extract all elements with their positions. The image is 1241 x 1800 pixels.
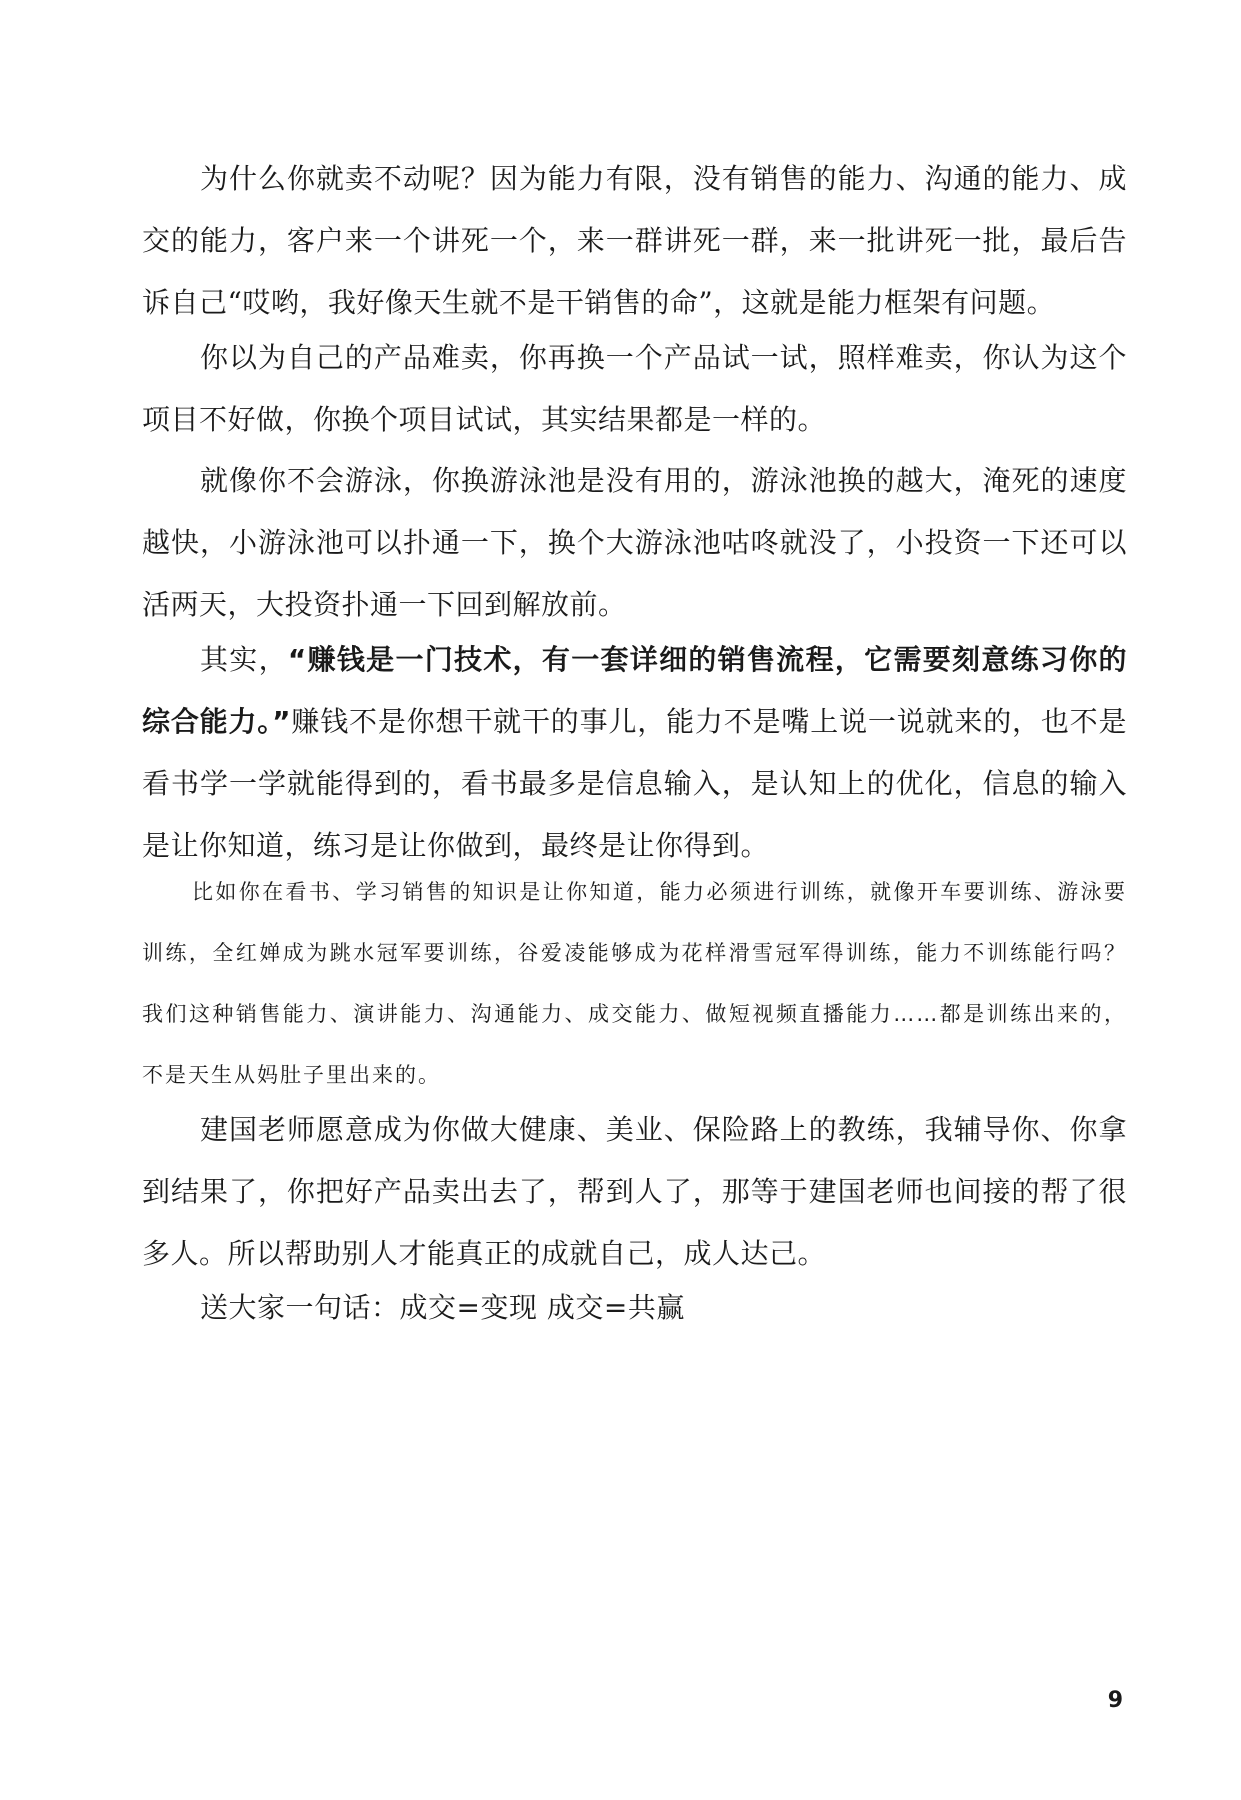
paragraph-money-is-skill <box>142 629 1127 877</box>
paragraph-prefix: 其实， <box>200 643 288 676</box>
paragraph-swimming-analogy: 就像你不会游泳，你换游泳池是没有用的，游泳池换的越大，淹死的速度越快，小游泳池可以扑通一下，换个大游泳池咕咚就没了，小投资一下还可以活两天，大投资扑通一下回到解放前。 <box>142 464 1127 621</box>
paragraph-product-hard-to-sell: 你以为自己的产品难卖，你再换一个产品试一试，照样难卖，你认为这个项目不好做，你换个项目试试，其实结果都是一样的。 <box>142 341 1127 436</box>
paragraph-coach-offer: 建国老师愿意成为你做大健康、美业、保险路上的教练，我辅导你、你拿到结果了，你把好产品卖出去了，帮到人了，那等于建国老师也间接的帮了很多人。所以帮助别人才能真正的成就自己，成人达己。 <box>142 1113 1127 1270</box>
paragraph-sales-ability: 为什么你就卖不动呢？因为能力有限，没有销售的能力、沟通的能力、成交的能力，客户来一个讲死一个，来一群讲死一群，来一批讲死一批，最后告诉自己“哎哟，我好像天生就不是干销售的命”，这就是能力框架有问题。 <box>142 162 1127 319</box>
key-quote: “赚钱是一门技术，有一套详细的销售流程，它需要刻意练习你的综合能力。” <box>142 643 1127 738</box>
closing-sentence: 送大家一句话：成交=变现 成交=共赢 <box>200 1291 685 1324</box>
paragraph-body: 赚钱不是你想干就干的事儿，能力不是嘴上说一说就来的，也不是看书学一学就能得到的，看书最多是信息输入，是认知上的优化，信息的输入是让你知道，练习是让你做到，最终是让你得到。 <box>142 705 1127 862</box>
page-number: 9 <box>1107 1688 1123 1713</box>
paragraph-training-examples: 比如你在看书、学习销售的知识是让你知道，能力必须进行训练，就像开车要训练、游泳要训练，全红婵成为跳水冠军要训练，谷爱凌能够成为花样滑雪冠军得训练，能力不训练能行吗？我们这种销售能力、演讲能力、沟通能力、成交能力、做短视频直播能力……都是训练出来的，不是天生从妈肚子里出来的。 <box>142 880 1127 1087</box>
